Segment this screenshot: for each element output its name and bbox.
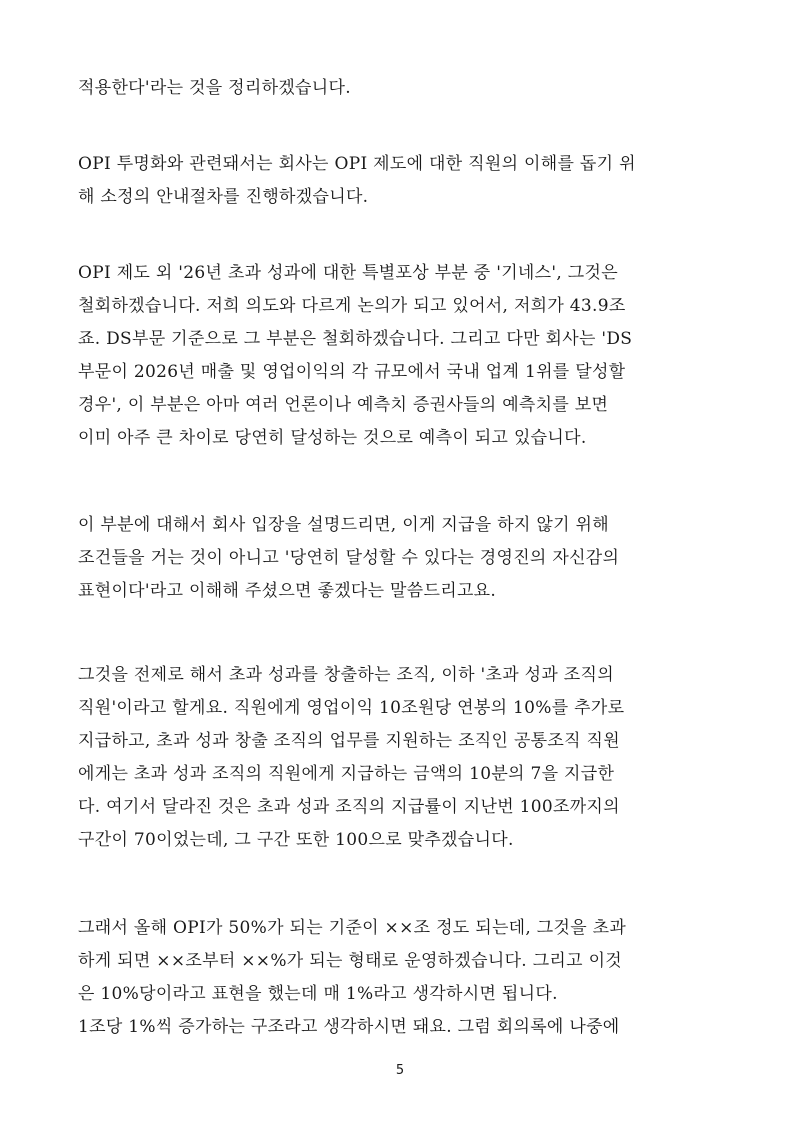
text-line: 직원'이라고 할게요. 직원에게 영업이익 10조원당 연봉의 10%를 추가로 <box>78 698 625 718</box>
paragraph-5 <box>78 659 720 857</box>
text-line: 조건들을 거는 것이 아니고 '당연히 달성할 수 있다는 경영진의 자신감의 <box>78 548 620 568</box>
text-line: OPI 제도 외 '26년 초과 성과에 대한 특별포상 부분 중 '기네스', 그것은 <box>78 263 618 283</box>
text-line: 죠. DS부문 기준으로 그 부분은 철회하겠습니다. 그리고 다만 회사는 'DS <box>78 329 633 349</box>
text-line: 해 소정의 안내절차를 진행하겠습니다. <box>78 187 369 207</box>
paragraph-2 <box>78 148 720 214</box>
paragraph-1 <box>78 72 720 105</box>
text-line: 이 부분에 대해서 회사 입장을 설명드리면, 이게 지급을 하지 않기 위해 <box>78 515 609 535</box>
text-line: 하게 되면 ××조부터 ××%가 되는 형태로 운영하겠습니다. 그리고 이것 <box>78 951 623 971</box>
text-line: 다. 여기서 달라진 것은 초과 성과 조직의 지급률이 지난번 100조까지의 <box>78 797 620 817</box>
paragraph-3 <box>78 257 720 455</box>
text-line: 표현이다'라고 이해해 주셨으면 좋겠다는 말씀드리고요. <box>78 581 497 601</box>
text-line: 에게는 초과 성과 조직의 직원에게 지급하는 금액의 10분의 7을 지급한 <box>78 764 615 784</box>
text-line: 구간이 70이었는데, 그 구간 또한 100으로 맞추겠습니다. <box>78 830 514 850</box>
text-line: 은 10%당이라고 표현을 했는데 매 1%라고 생각하시면 됩니다. <box>78 984 558 1004</box>
text-line: 철회하겠습니다. 저희 의도와 다르게 논의가 되고 있어서, 저희가 43.9조 <box>78 296 626 316</box>
page-number: 5 <box>395 1063 405 1078</box>
text-line: 경우', 이 부분은 아마 여러 언론이나 예측치 증권사들의 예측치를 보면 <box>78 395 609 415</box>
text-line: 1조당 1%씩 증가하는 구조라고 생각하시면 돼요. 그럼 회의록에 나중에 <box>78 1017 620 1037</box>
paragraph-6 <box>78 912 720 1044</box>
text-line: 이미 아주 큰 차이로 당연히 달성하는 것으로 예측이 되고 있습니다. <box>78 428 587 448</box>
text-line: 지급하고, 초과 성과 창출 조직의 업무를 지원하는 조직인 공통조직 직원 <box>78 731 620 751</box>
text-line: 부문이 2026년 매출 및 영업이익의 각 규모에서 국내 업계 1위를 달성할 <box>78 362 626 382</box>
text-line: 적용한다'라는 것을 정리하겠습니다. <box>78 78 351 98</box>
text-line: OPI 투명화와 관련돼서는 회사는 OPI 제도에 대한 직원의 이해를 돕기 위 <box>78 154 636 174</box>
text-line: 그래서 올해 OPI가 50%가 되는 기준이 ××조 정도 되는데, 그것을 초과 <box>78 918 627 938</box>
paragraph-4 <box>78 509 720 608</box>
text-line: 그것을 전제로 해서 초과 성과를 창출하는 조직, 이하 '초과 성과 조직의 <box>78 665 614 685</box>
